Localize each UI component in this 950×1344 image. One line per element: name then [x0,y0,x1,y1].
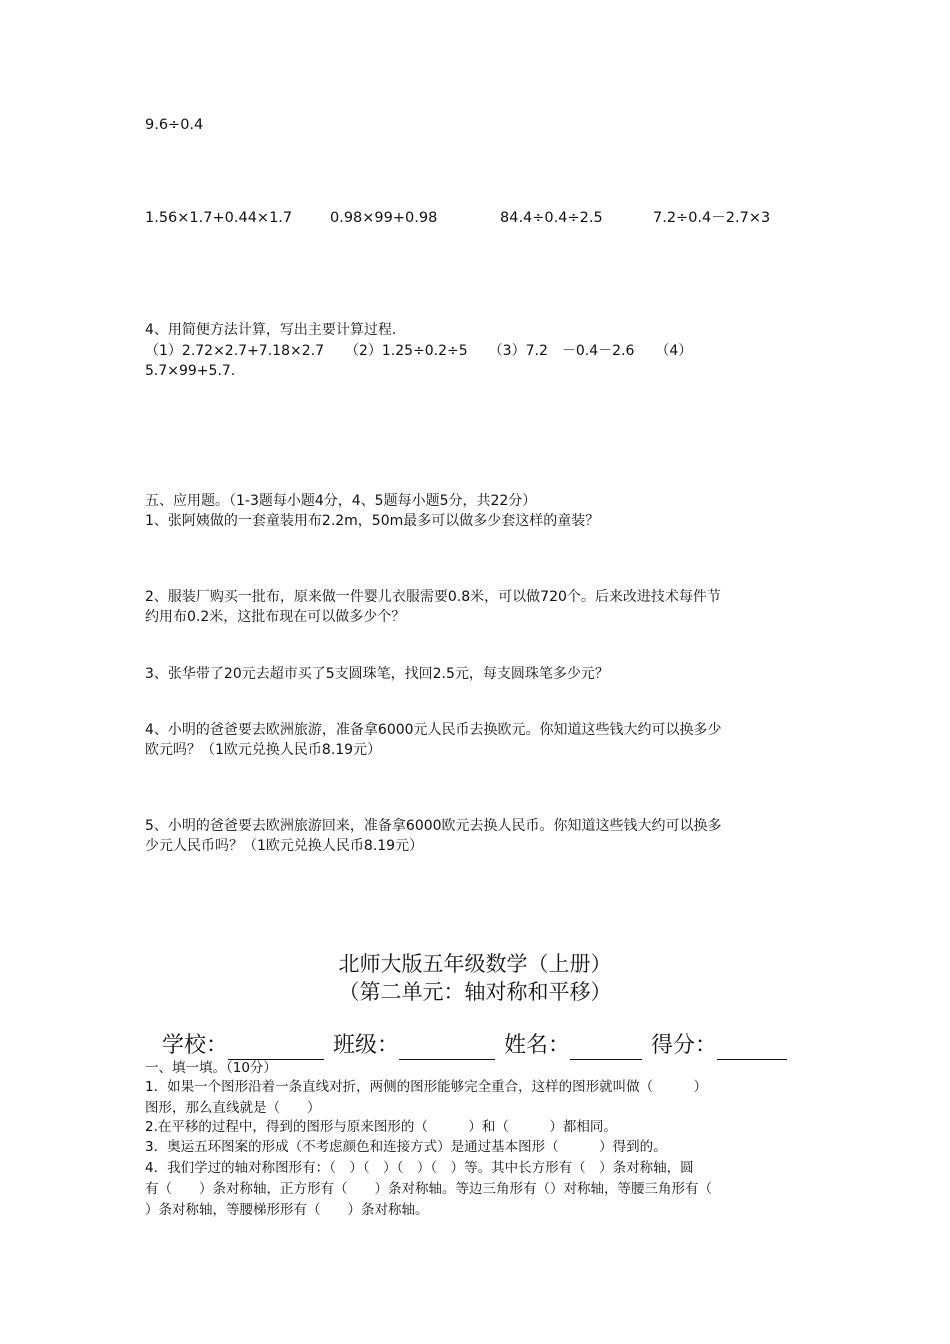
q4-line-2: 5.7×99+5.7. [145,363,236,379]
student-info-header [162,1032,789,1060]
problem-1: 1、张阿姨做的一套童装用布2.2m，50m最多可以做多少套这样的童装？ [145,513,600,529]
class-label: 班级： [333,1033,400,1058]
name-blank[interactable] [570,1037,642,1060]
page-title: 北师大版五年级数学（上册） [338,952,612,976]
problem-3: 3、张华带了20元去超市买了5支圆珠笔，找回2.5元，每支圆珠笔多少元？ [145,666,609,682]
fill-q3: 3．奥运五环图案的形成（不考虑颜色和连接方式）是通过基本图形（ ）得到的。 [145,1139,667,1155]
calc-expr-2: 0.98×99+0.98 [330,210,438,226]
calc-line-1: 9.6÷0.4 [145,117,204,133]
fill-q1-line-1: 1．如果一个图形沿着一条直线对折，两侧的图形能够完全重合，这样的图形就叫做（ ） [145,1079,708,1095]
fill-q1-line-2: 图形，那么直线就是（ ） [145,1100,321,1116]
fill-q4-line-2: 有（ ）条对称轴，正方形有（ ）条对称轴。等边三角形有（）对称轴，等腰三角形有（ [145,1181,712,1197]
q4-line-1: （1）2.72×2.7+7.18×2.7 （2）1.25÷0.2÷5 （3）7.2 －0.4－2.6 （4） [145,343,693,359]
class-blank[interactable] [399,1037,495,1060]
fill-heading: 一、填一填。（10分） [145,1060,277,1076]
problem-4-line-2: 欧元吗？（1欧元兑换人民币8.19元） [145,742,382,758]
fill-q2: 2.在平移的过程中，得到的图形与原来图形的（ ）和（ ）都相同。 [145,1119,617,1135]
problem-5-line-2: 少元人民币吗？（1欧元兑换人民币8.19元） [145,838,424,854]
calc-expr-3: 84.4÷0.4÷2.5 [500,210,603,226]
q4-heading: 4、用简便方法计算，写出主要计算过程. [145,322,397,338]
fill-q4-line-1: 4．我们学过的轴对称图形有：（ ）（ ）（ ）（ ）等。其中长方形有（ ）条对称轴，圆 [145,1160,694,1176]
score-label: 得分： [651,1033,718,1058]
name-label: 姓名： [504,1033,571,1058]
page-subtitle: （第二单元：轴对称和平移） [338,980,612,1004]
problem-5-line-1: 5、小明的爸爸要去欧洲旅游回来，准备拿6000欧元去换人民币。你知道这些钱大约可以换多 [145,818,722,834]
section5-heading: 五、应用题。（1-3题每小题4分，4、5题每小题5分，共22分） [145,493,537,509]
problem-2-line-2: 约用布0.2米，这批布现在可以做多少个？ [145,609,406,625]
calc-expr-4: 7.2÷0.4－2.7×3 [653,210,771,226]
school-label: 学校： [162,1033,229,1058]
fill-q4-line-3: ）条对称轴，等腰梯形形有（ ）条对称轴。 [145,1202,429,1218]
score-blank[interactable] [717,1037,787,1060]
problem-4-line-1: 4、小明的爸爸要去欧洲旅游，准备拿6000元人民币去换欧元。你知道这些钱大约可以换多少 [145,722,722,738]
problem-2-line-1: 2、服装厂购买一批布，原来做一件婴儿衣服需要0.8米，可以做720个。后来改进技术每件节 [145,589,721,605]
calc-expr-1: 1.56×1.7+0.44×1.7 [145,210,293,226]
school-blank[interactable] [228,1037,324,1060]
